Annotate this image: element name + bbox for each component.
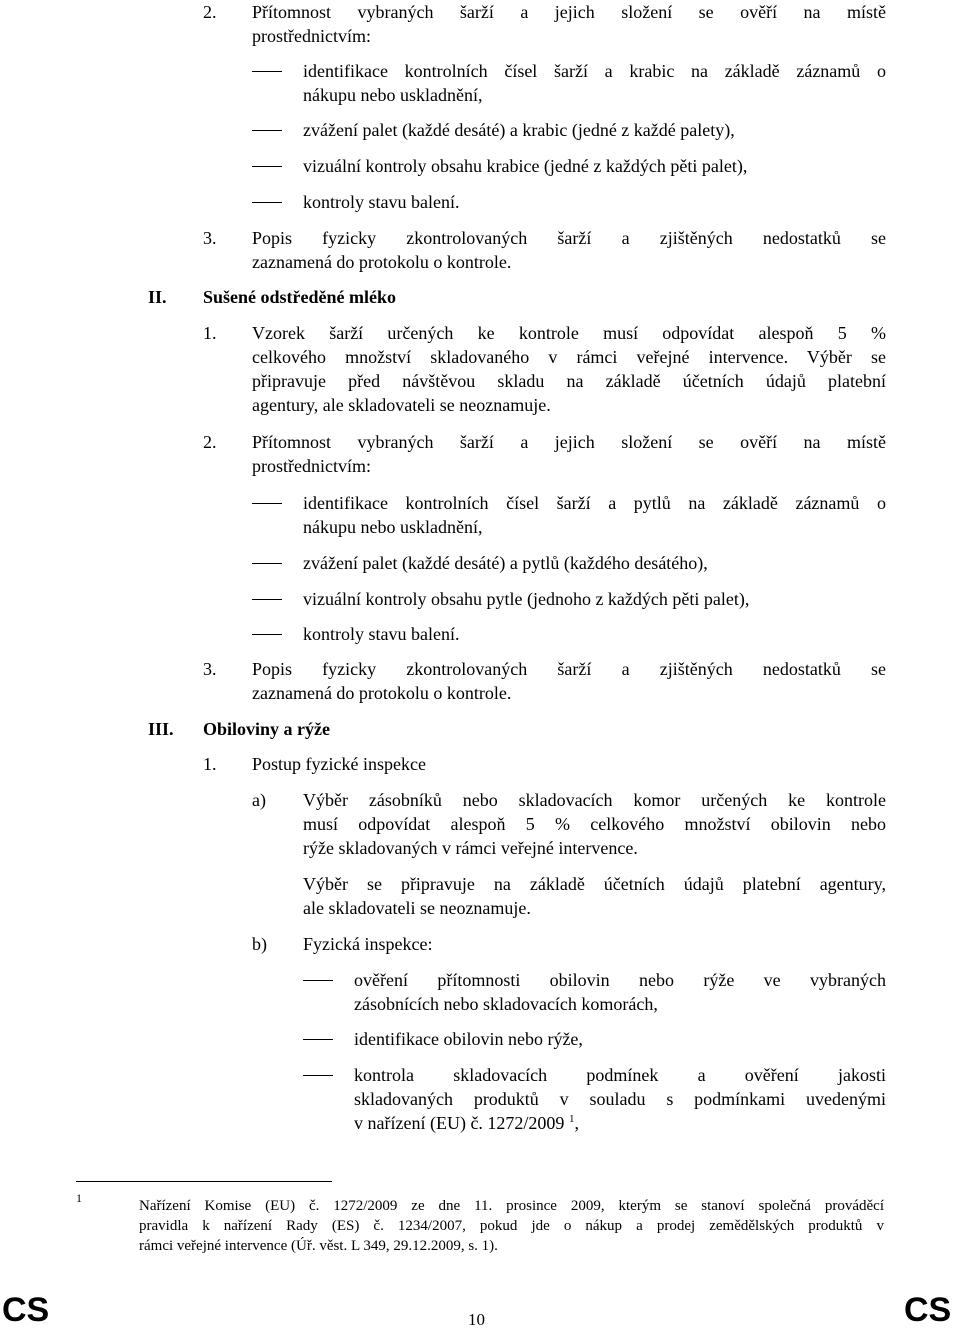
footnote-line: pravidla k nařízení Rady (ES) č. 1234/2007, pokud jde o nákup a prodej zemědělských produktů v [139, 1218, 884, 1234]
paragraph-line: celkového množství skladovaného v rámci veřejné intervence. Výběr se [252, 347, 886, 367]
section-number: III. [148, 719, 174, 739]
paragraph-line: prostřednictvím: [252, 26, 371, 46]
footnote-line: rámci veřejné intervence (Úř. věst. L 349, 29.12.2009, s. 1). [139, 1238, 498, 1254]
item-number: 1. [203, 754, 217, 774]
paragraph-line: ale skladovateli se neoznamuje. [303, 898, 531, 918]
paragraph-line: zaznamená do protokolu o kontrole. [252, 252, 512, 272]
dash-bullet [303, 980, 333, 981]
bullet-line: vizuální kontroly obsahu krabice (jedné z každých pěti palet), [303, 156, 748, 176]
dash-bullet [252, 130, 282, 131]
paragraph-line: Popis fyzicky zkontrolovaných šarží a zjištěných nedostatků se [252, 228, 886, 248]
paragraph-line: připravuje před návštěvou skladu na základě účetních údajů platební [252, 371, 886, 391]
paragraph-line: Přítomnost vybraných šarží a jejich složení se ověří na místě [252, 2, 886, 22]
section-title: Sušené odstředěné mléko [203, 287, 396, 307]
paragraph-line: Výběr se připravuje na základě účetních údajů platební agentury, [303, 874, 886, 894]
dash-bullet [252, 71, 282, 72]
bullet-line [354, 1111, 579, 1135]
paragraph-line: Fyzická inspekce: [303, 934, 433, 954]
bullet-line: kontroly stavu balení. [303, 192, 460, 212]
section-title: Obiloviny a rýže [203, 719, 330, 739]
bullet-line: identifikace kontrolních čísel šarží a pytlů na základě záznamů o [303, 493, 886, 513]
bullet-line: identifikace kontrolních čísel šarží a krabic na základě záznamů o [303, 61, 886, 81]
dash-bullet [252, 202, 282, 203]
paragraph-line: Vzorek šarží určených ke kontrole musí odpovídat alespoň 5 % [252, 323, 886, 343]
dash-bullet [303, 1075, 333, 1076]
bullet-line: zvážení palet (každé desáté) a pytlů (každého desátého), [303, 553, 708, 573]
footnote-line: Nařízení Komise (EU) č. 1272/2009 ze dne 11. prosince 2009, kterým se stanoví společná prováděcí [139, 1198, 884, 1214]
section-number: II. [148, 287, 167, 307]
item-number: 3. [203, 659, 217, 679]
language-code-left: CS [2, 1291, 50, 1329]
footnote-mark: 1 [76, 1191, 82, 1205]
paragraph-line: agentury, ale skladovateli se neoznamuje. [252, 395, 551, 415]
dash-bullet [252, 563, 282, 564]
bullet-line: kontroly stavu balení. [303, 624, 460, 644]
bullet-line: kontrola skladovacích podmínek a ověření jakosti [354, 1065, 886, 1085]
bullet-line: zásobnících nebo skladovacích komorách, [354, 994, 658, 1014]
item-letter: a) [252, 790, 266, 810]
item-number: 2. [203, 432, 217, 452]
bullet-line-text: v nařízení (EU) č. 1272/2009 [354, 1113, 565, 1133]
footnote-reference[interactable]: 1 [568, 1113, 575, 1125]
paragraph-line: Popis fyzicky zkontrolovaných šarží a zjištěných nedostatků se [252, 659, 886, 679]
bullet-line: zvážení palet (každé desáté) a krabic (jedné z každé palety), [303, 120, 735, 140]
paragraph-line: rýže skladovaných v rámci veřejné intervence. [303, 838, 638, 858]
paragraph-line: Přítomnost vybraných šarží a jejich složení se ověří na místě [252, 432, 886, 452]
item-number: 3. [203, 228, 217, 248]
dash-bullet [252, 599, 282, 600]
paragraph-line: Výběr zásobníků nebo skladovacích komor určených ke kontrole [303, 790, 886, 810]
dash-bullet [303, 1039, 333, 1040]
bullet-line: ověření přítomnosti obilovin nebo rýže ve vybraných [354, 970, 886, 990]
item-letter: b) [252, 934, 267, 954]
subsection-title: Postup fyzické inspekce [252, 754, 426, 774]
dash-bullet [252, 503, 282, 504]
item-number: 1. [203, 323, 217, 343]
bullet-line: nákupu nebo uskladnění, [303, 517, 483, 537]
footnote-separator [76, 1181, 332, 1182]
bullet-line: nákupu nebo uskladnění, [303, 85, 483, 105]
paragraph-line: musí odpovídat alespoň 5 % celkového množství obilovin nebo [303, 814, 886, 834]
bullet-line: skladovaných produktů v souladu s podmínkami uvedenými [354, 1089, 886, 1109]
paragraph-line: prostřednictvím: [252, 456, 371, 476]
bullet-line: vizuální kontroly obsahu pytle (jednoho z každých pěti palet), [303, 589, 750, 609]
paragraph-line: zaznamená do protokolu o kontrole. [252, 683, 512, 703]
item-number: 2. [203, 2, 217, 22]
dash-bullet [252, 166, 282, 167]
bullet-line-tail: , [574, 1113, 579, 1133]
page-number: 10 [468, 1310, 485, 1329]
bullet-line: identifikace obilovin nebo rýže, [354, 1029, 583, 1049]
dash-bullet [252, 634, 282, 635]
language-code-right: CS [904, 1291, 952, 1329]
